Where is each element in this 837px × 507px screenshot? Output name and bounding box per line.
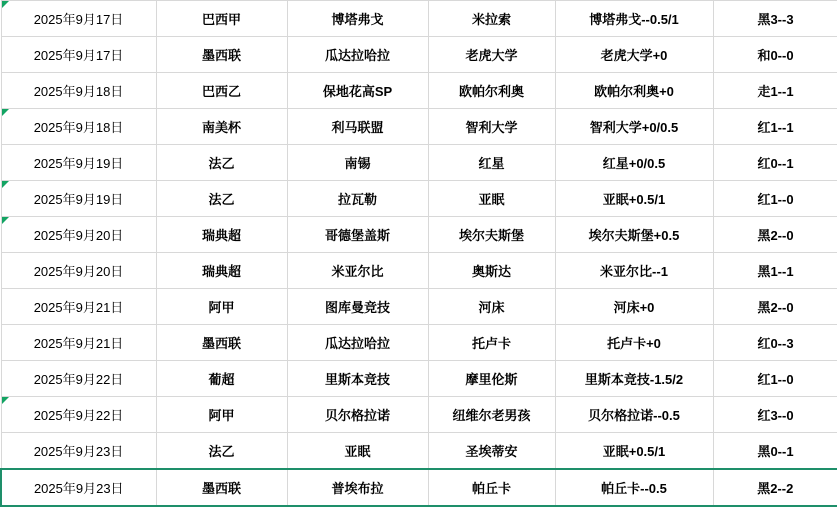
- handicap-line: 亚眠+0.5/1: [555, 181, 713, 217]
- handicap-line: 贝尔格拉诺--0.5: [555, 397, 713, 433]
- match-result: 黑0--1: [713, 433, 837, 470]
- table-row: [1, 1, 837, 37]
- league-name: 阿甲: [156, 289, 287, 325]
- handicap-line: 老虎大学+0: [555, 37, 713, 73]
- home-team: 瓜达拉哈拉: [287, 325, 428, 361]
- match-result: 红1--1: [713, 109, 837, 145]
- table-row: [1, 145, 837, 181]
- match-result: 黑2--2: [713, 469, 837, 506]
- league-name: 巴西甲: [156, 1, 287, 37]
- home-team: 拉瓦勒: [287, 181, 428, 217]
- table-row: [1, 253, 837, 289]
- match-result: 红1--0: [713, 361, 837, 397]
- table-row: [1, 289, 837, 325]
- home-team: 亚眠: [287, 433, 428, 470]
- league-name: 南美杯: [156, 109, 287, 145]
- handicap-line: 红星+0/0.5: [555, 145, 713, 181]
- match-date: 2025年9月23日: [1, 433, 156, 470]
- match-date: 2025年9月17日: [1, 37, 156, 73]
- table-row: [1, 217, 837, 253]
- home-team: 瓜达拉哈拉: [287, 37, 428, 73]
- league-name: 瑞典超: [156, 217, 287, 253]
- league-name: 巴西乙: [156, 73, 287, 109]
- match-date: 2025年9月22日: [1, 361, 156, 397]
- home-team: 普埃布拉: [287, 469, 428, 506]
- home-team: 南锡: [287, 145, 428, 181]
- handicap-line: 帕丘卡--0.5: [555, 469, 713, 506]
- handicap-line: 河床+0: [555, 289, 713, 325]
- match-date: 2025年9月19日: [1, 181, 156, 217]
- match-date: 2025年9月17日: [1, 1, 156, 37]
- league-name: 瑞典超: [156, 253, 287, 289]
- match-date: 2025年9月20日: [1, 253, 156, 289]
- handicap-line: 埃尔夫斯堡+0.5: [555, 217, 713, 253]
- away-team: 纽维尔老男孩: [428, 397, 555, 433]
- handicap-line: 里斯本竞技-1.5/2: [555, 361, 713, 397]
- away-team: 圣埃蒂安: [428, 433, 555, 470]
- home-team: 保地花高SP: [287, 73, 428, 109]
- league-name: 墨西联: [156, 469, 287, 506]
- league-name: 墨西联: [156, 37, 287, 73]
- away-team: 亚眠: [428, 181, 555, 217]
- away-team: 米拉索: [428, 1, 555, 37]
- away-team: 摩里伦斯: [428, 361, 555, 397]
- away-team: 帕丘卡: [428, 469, 555, 506]
- match-date: 2025年9月19日: [1, 145, 156, 181]
- league-name: 法乙: [156, 145, 287, 181]
- match-result: 红1--0: [713, 181, 837, 217]
- home-team: 博塔弗戈: [287, 1, 428, 37]
- handicap-line: 亚眠+0.5/1: [555, 433, 713, 470]
- away-team: 老虎大学: [428, 37, 555, 73]
- match-result: 红3--0: [713, 397, 837, 433]
- match-result: 红0--1: [713, 145, 837, 181]
- table-row: [1, 397, 837, 433]
- away-team: 智利大学: [428, 109, 555, 145]
- match-date: 2025年9月22日: [1, 397, 156, 433]
- table-row: [1, 433, 837, 470]
- home-team: 米亚尔比: [287, 253, 428, 289]
- table-row: [1, 325, 837, 361]
- handicap-line: 智利大学+0/0.5: [555, 109, 713, 145]
- away-team: 欧帕尔利奥: [428, 73, 555, 109]
- away-team: 红星: [428, 145, 555, 181]
- match-date: 2025年9月18日: [1, 73, 156, 109]
- home-team: 利马联盟: [287, 109, 428, 145]
- match-result: 黑2--0: [713, 289, 837, 325]
- match-date: 2025年9月23日: [1, 469, 156, 506]
- league-name: 阿甲: [156, 397, 287, 433]
- handicap-line: 米亚尔比--1: [555, 253, 713, 289]
- match-date: 2025年9月21日: [1, 325, 156, 361]
- home-team: 里斯本竞技: [287, 361, 428, 397]
- league-name: 法乙: [156, 181, 287, 217]
- match-result: 和0--0: [713, 37, 837, 73]
- handicap-line: 欧帕尔利奥+0: [555, 73, 713, 109]
- home-team: 图库曼竞技: [287, 289, 428, 325]
- league-name: 法乙: [156, 433, 287, 470]
- match-date: 2025年9月18日: [1, 109, 156, 145]
- match-result: 黑2--0: [713, 217, 837, 253]
- match-result: 黑3--3: [713, 1, 837, 37]
- home-team: 哥德堡盖斯: [287, 217, 428, 253]
- table-row: [1, 73, 837, 109]
- league-name: 葡超: [156, 361, 287, 397]
- handicap-line: 博塔弗戈--0.5/1: [555, 1, 713, 37]
- table-row: [1, 181, 837, 217]
- away-team: 埃尔夫斯堡: [428, 217, 555, 253]
- away-team: 托卢卡: [428, 325, 555, 361]
- home-team: 贝尔格拉诺: [287, 397, 428, 433]
- match-result: 红0--3: [713, 325, 837, 361]
- match-date: 2025年9月21日: [1, 289, 156, 325]
- table-row: [1, 361, 837, 397]
- match-result: 黑1--1: [713, 253, 837, 289]
- league-name: 墨西联: [156, 325, 287, 361]
- away-team: 河床: [428, 289, 555, 325]
- table-row: [1, 469, 837, 506]
- away-team: 奥斯达: [428, 253, 555, 289]
- match-date: 2025年9月20日: [1, 217, 156, 253]
- handicap-line: 托卢卡+0: [555, 325, 713, 361]
- table-row: [1, 109, 837, 145]
- match-result: 走1--1: [713, 73, 837, 109]
- table-row: [1, 37, 837, 73]
